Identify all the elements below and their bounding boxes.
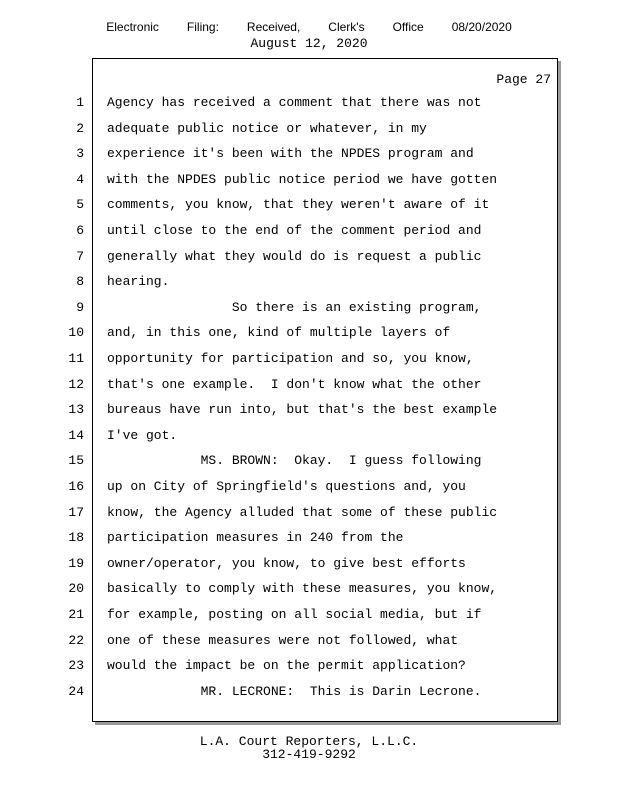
line-text: generally what they would do is request a public bbox=[107, 249, 482, 264]
line-number: 8 bbox=[76, 274, 84, 289]
line-text: opportunity for participation and so, you know, bbox=[107, 351, 474, 366]
line-number: 5 bbox=[76, 197, 84, 212]
line-text: one of these measures were not followed, what bbox=[107, 633, 459, 648]
line-number: 12 bbox=[68, 377, 84, 392]
court-reporter-name: L.A. Court Reporters, L.L.C. bbox=[199, 734, 419, 749]
line-text: would the impact be on the permit application? bbox=[107, 658, 466, 673]
line-number: 15 bbox=[68, 453, 84, 468]
line-text: and, in this one, kind of multiple layers of bbox=[107, 325, 451, 340]
page-number: Page 27 bbox=[496, 72, 551, 87]
line-number: 4 bbox=[76, 172, 84, 187]
line-number: 16 bbox=[68, 479, 84, 494]
line-number: 10 bbox=[68, 325, 84, 340]
line-number: 6 bbox=[76, 223, 84, 238]
line-text: that's one example. I don't know what the other bbox=[107, 377, 482, 392]
line-text: So there is an existing program, bbox=[107, 300, 482, 315]
line-number: 24 bbox=[68, 684, 84, 699]
filing-stamp: Electronic Filing: Received, Clerk's Office 08/20/2020 bbox=[106, 20, 512, 34]
line-number: 17 bbox=[68, 505, 84, 520]
line-text: MS. BROWN: Okay. I guess following bbox=[107, 453, 482, 468]
line-number: 19 bbox=[68, 556, 84, 571]
line-text: participation measures in 240 from the bbox=[107, 530, 404, 545]
line-number: 23 bbox=[68, 658, 84, 673]
line-text: I've got. bbox=[107, 428, 178, 443]
line-number: 7 bbox=[76, 249, 84, 264]
line-text: MR. LECRONE: This is Darin Lecrone. bbox=[107, 684, 482, 699]
line-text: adequate public notice or whatever, in my bbox=[107, 121, 427, 136]
line-number: 21 bbox=[68, 607, 84, 622]
line-text: up on City of Springfield's questions and, you bbox=[107, 479, 466, 494]
court-reporter-phone: 312-419-9292 bbox=[262, 747, 356, 762]
line-number: 22 bbox=[68, 633, 84, 648]
line-number: 3 bbox=[76, 146, 84, 161]
hearing-date: August 12, 2020 bbox=[250, 36, 368, 51]
line-number: 13 bbox=[68, 402, 84, 417]
line-text: with the NPDES public notice period we have gotten bbox=[107, 172, 498, 187]
line-number: 2 bbox=[76, 121, 84, 136]
line-text: Agency has received a comment that there was not bbox=[107, 95, 482, 110]
line-text: know, the Agency alluded that some of these public bbox=[107, 505, 498, 520]
line-number: 11 bbox=[68, 351, 84, 366]
line-text: hearing. bbox=[107, 274, 170, 289]
line-number: 20 bbox=[68, 581, 84, 596]
line-number: 14 bbox=[68, 428, 84, 443]
line-number: 9 bbox=[76, 300, 84, 315]
line-text: for example, posting on all social media, but if bbox=[107, 607, 482, 622]
line-text: basically to comply with these measures, you know, bbox=[107, 581, 498, 596]
line-text: bureaus have run into, but that's the best example bbox=[107, 402, 498, 417]
line-text: owner/operator, you know, to give best efforts bbox=[107, 556, 466, 571]
line-text: until close to the end of the comment period and bbox=[107, 223, 482, 238]
line-number: 18 bbox=[68, 530, 84, 545]
line-number: 1 bbox=[76, 95, 84, 110]
line-text: comments, you know, that they weren't aware of it bbox=[107, 197, 490, 212]
line-text: experience it's been with the NPDES program and bbox=[107, 146, 474, 161]
